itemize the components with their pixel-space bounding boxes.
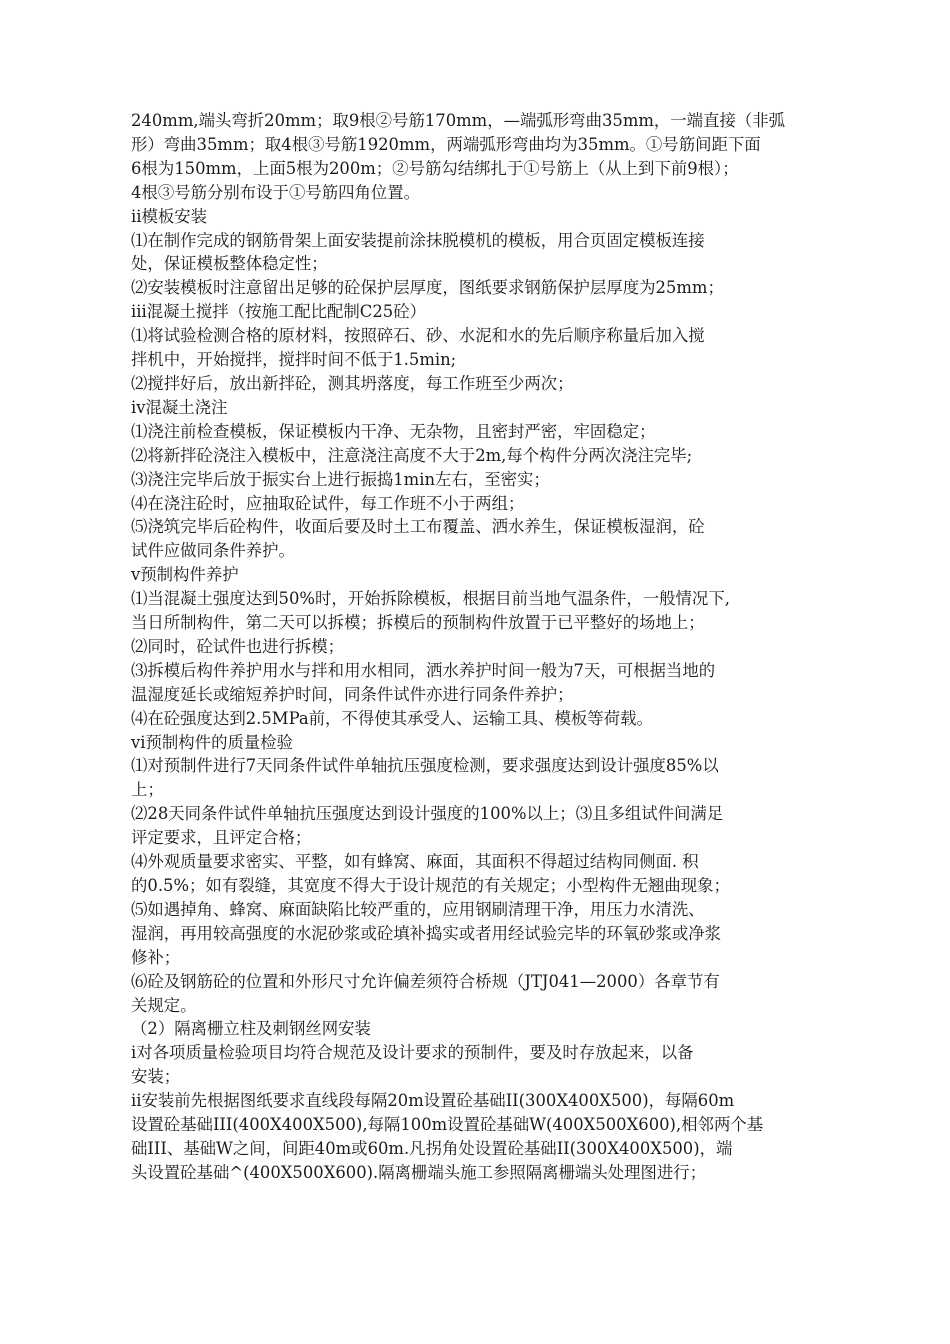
text-line: 温湿度延长或缩短养护时间，同条件试件亦进行同条件养护； <box>131 684 574 704</box>
text-line: ⑵安装模板时注意留出足够的砼保护层厚度，图纸要求钢筋保护层厚度为25mm； <box>131 278 724 298</box>
text-line: i对各项质量检验项目均符合规范及设计要求的预制件，要及时存放起来，以备 <box>131 1043 694 1063</box>
text-line: 修补； <box>131 947 181 967</box>
section-heading: （2）隔离栅立柱及刺钢丝网安装 <box>131 1019 371 1039</box>
section-heading: vi预制构件的质量检验 <box>131 732 294 752</box>
text-line: 的0.5%；如有裂缝，其宽度不得大于设计规范的有关规定；小型构件无翘曲现象； <box>131 876 730 895</box>
text-line: 形）弯曲35mm；取4根③号筋1920mm，两端弧形弯曲均为35mm。①号筋间距下面 <box>131 134 761 154</box>
text-line: ⑴当混凝土强度达到50%时，开始拆除模板，根据目前当地气温条件，一般情况下, <box>131 589 730 609</box>
section-heading: iv混凝土浇注 <box>131 397 228 417</box>
text-line: ⑴将试验检测合格的原材料，按照碎石、砂、水泥和水的先后顺序称量后加入搅 <box>131 326 705 346</box>
text-line: 拌机中，开始搅拌，搅拌时间不低于1.5min; <box>131 350 457 370</box>
text-line: ⑴浇注前检查模板，保证模板内干净、无杂物，且密封严密，牢固稳定； <box>131 421 656 441</box>
text-line: 安装； <box>131 1067 181 1087</box>
section-heading: v预制构件养护 <box>131 565 239 585</box>
text-line: ii安装前先根据图纸要求直线段每隔20m设置砼基础II(300X400X500)，每隔60m <box>131 1091 735 1111</box>
document-body <box>131 109 831 1185</box>
text-line: ⑷在砼强度达到2.5MPa前，不得使其承受人、运输工具、模板等荷载。 <box>131 708 653 728</box>
text-line: ⑸浇筑完毕后砼构件，收面后要及时土工布覆盖、洒水养生，保证模板湿润，砼 <box>131 517 705 537</box>
text-line: 评定要求，且评定合格； <box>131 828 312 848</box>
text-line: ⑴在制作完成的钢筋骨架上面安装提前涂抹脱模机的模板，用合页固定模板连接 <box>131 230 705 250</box>
text-line: ⑵将新拌砼浇注入模板中，注意浇注高度不大于2m,每个构件分两次浇注完毕; <box>131 445 693 465</box>
text-line: 设置砼基础III(400X400X500),每隔100m设置砼基础W(400X500X600),相邻两个基 <box>131 1115 764 1135</box>
text-line: ⑹砼及钢筋砼的位置和外形尺寸允许偏差须符合桥规（JTJ041—2000）各章节有 <box>131 971 720 991</box>
text-line: ⑵28天同条件试件单轴抗压强度达到设计强度的100%以上；⑶且多组试件间满足 <box>131 804 724 824</box>
text-line: 6根为150mm，上面5根为200m；②号筋勾结绑扎于①号筋上（从上到下前9根）； <box>131 158 739 178</box>
text-line: 240mm,端头弯折20mm；取9根②号筋170mm，—端弧形弯曲35mm，一端直接（非弧 <box>131 111 786 130</box>
text-line: ⑴对预制件进行7天同条件试件单轴抗压强度检测，要求强度达到设计强度85%以 <box>131 756 719 776</box>
text-line: 关规定。 <box>131 995 197 1015</box>
section-heading: ii模板安装 <box>131 206 208 226</box>
text-line: 础III、基础W之间，间距40m或60m.凡拐角处设置砼基础II(300X400X500)，端 <box>131 1138 733 1158</box>
text-line: 当日所制构件，第二天可以拆模；拆模后的预制构件放置于已平整好的场地上； <box>131 613 705 633</box>
text-line: 湿润，再用较高强度的水泥砂浆或砼填补捣实或者用经试验完毕的环氧砂浆或净浆 <box>131 923 722 943</box>
text-line: ⑶拆模后构件养护用水与拌和用水相同，洒水养护时间一般为7天，可根据当地的 <box>131 660 716 680</box>
text-line: 试件应做同条件养护。 <box>131 541 295 561</box>
text-line: ⑵同时，砼试件也进行拆模； <box>131 636 345 656</box>
text-line: 4根③号筋分别布设于①号筋四角位置。 <box>131 182 421 202</box>
section-heading: iii混凝土搅拌（按施工配比配制C25砼） <box>131 302 426 322</box>
text-line: 头设置砼基础^(400X500X600).隔离栅端头施工参照隔离栅端头处理图进行； <box>131 1162 707 1182</box>
text-line: ⑷在浇注砼时，应抽取砼试件，每工作班不小于两组； <box>131 493 525 513</box>
text-line: 处，保证模板整体稳定性； <box>131 254 328 274</box>
text-line: ⑸如遇掉角、蜂窝、麻面缺陷比较严重的，应用钢刷清理干净，用压力水清洗、 <box>131 899 705 919</box>
text-line: ⑶浇注完毕后放于振实台上进行振捣1min左右，至密实； <box>131 469 550 489</box>
text-line: 上； <box>131 780 164 800</box>
text-line: ⑷外观质量要求密实、平整，如有蜂窝、麻面，其面积不得超过结构同侧面. 积 <box>131 852 699 872</box>
text-line: ⑵搅拌好后，放出新拌砼，测其坍落度，每工作班至少两次； <box>131 373 574 393</box>
